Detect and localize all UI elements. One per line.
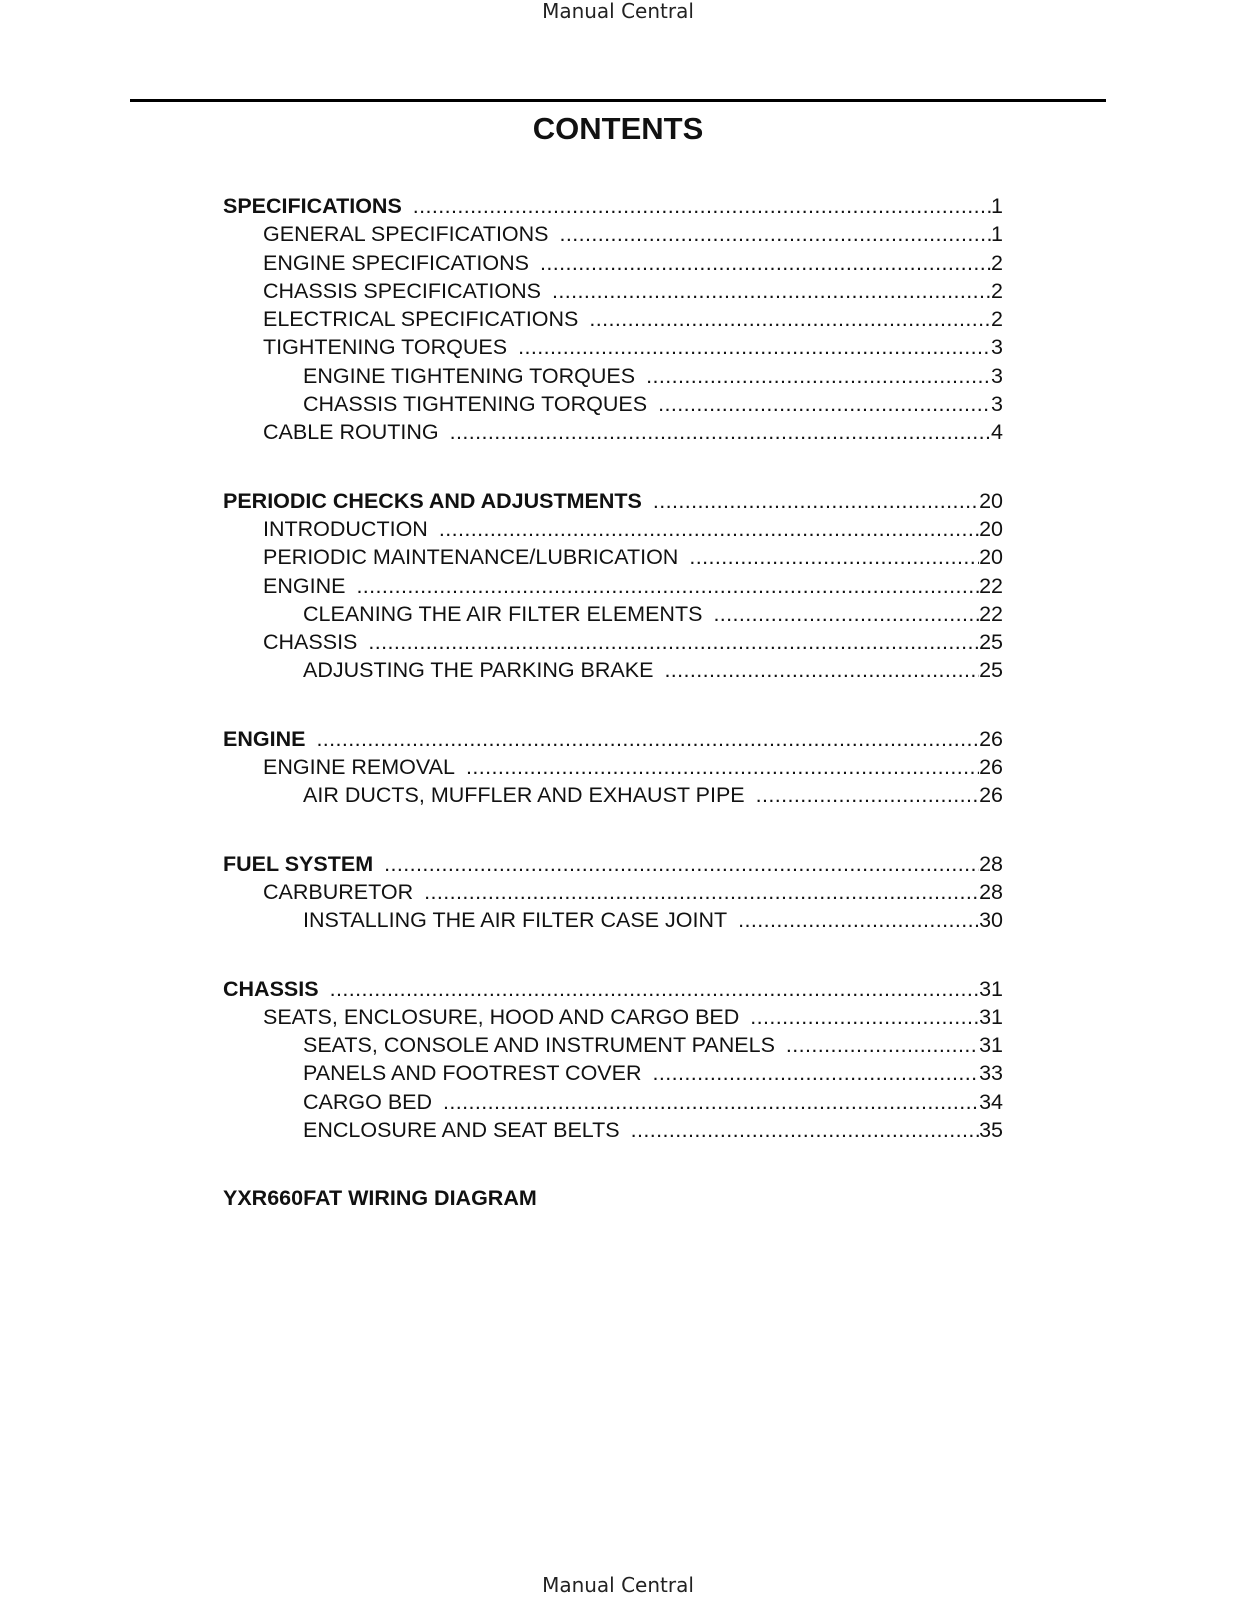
dot-leader <box>786 1031 979 1059</box>
toc-entry-page-number: 3 <box>991 335 1003 360</box>
toc-subsection-entry[interactable] <box>223 220 1003 248</box>
toc-topic-entry[interactable] <box>223 600 1003 628</box>
toc-entry-page-number: 3 <box>991 363 1003 388</box>
toc-entry-page-number: 30 <box>979 908 1003 933</box>
dot-leader <box>589 305 991 333</box>
toc-entry-page-number: 26 <box>979 755 1003 780</box>
toc-subsection-entry[interactable] <box>223 572 1003 600</box>
toc-section-heading[interactable] <box>223 192 1003 220</box>
toc-topic-entry[interactable] <box>223 390 1003 418</box>
toc-entry-page-number: 4 <box>991 420 1003 445</box>
toc-entry-label: CARGO BED <box>303 1089 433 1114</box>
toc-topic-entry[interactable] <box>223 362 1003 390</box>
toc-entry-label: ENGINE TIGHTENING TORQUES <box>303 363 636 388</box>
toc-entry-page-number: 33 <box>979 1061 1003 1086</box>
title-rule <box>130 99 1106 102</box>
toc-entry-page-number: 22 <box>979 601 1003 626</box>
toc-subsection-entry[interactable] <box>223 1003 1003 1031</box>
toc-entry-page-number: 31 <box>979 1004 1003 1029</box>
toc-entry-label: FUEL SYSTEM <box>223 851 374 876</box>
toc-entry-label: CLEANING THE AIR FILTER ELEMENTS <box>303 601 703 626</box>
toc-entry-label: CARBURETOR <box>263 879 414 904</box>
toc-entry-page-number: 31 <box>979 1033 1003 1058</box>
toc-entry-page-number: 26 <box>979 783 1003 808</box>
toc-topic-entry[interactable] <box>223 781 1003 809</box>
toc-topic-entry[interactable] <box>223 1116 1003 1144</box>
dot-leader <box>658 390 991 418</box>
toc-entry-label: GENERAL SPECIFICATIONS <box>263 222 549 247</box>
toc-entry-page-number: 1 <box>991 222 1003 247</box>
toc-entry-label: ENGINE <box>223 726 306 751</box>
toc-entry-label: AIR DUCTS, MUFFLER AND EXHAUST PIPE <box>303 783 745 808</box>
dot-leader <box>368 628 979 656</box>
dot-leader <box>653 1059 980 1087</box>
toc-entry-page-number: 2 <box>991 278 1003 303</box>
table-of-contents <box>223 192 1003 1213</box>
toc-subsection-entry[interactable] <box>223 305 1003 333</box>
toc-entry-page-number: 20 <box>979 488 1003 513</box>
toc-topic-entry[interactable] <box>223 656 1003 684</box>
running-header: Manual Central <box>542 0 694 23</box>
toc-subsection-entry[interactable] <box>223 249 1003 277</box>
toc-entry-page-number: 20 <box>979 545 1003 570</box>
toc-section-heading[interactable] <box>223 850 1003 878</box>
toc-entry-page-number: 35 <box>979 1118 1003 1143</box>
page-title: CONTENTS <box>532 111 704 146</box>
dot-leader <box>738 906 979 934</box>
toc-subsection-entry[interactable] <box>223 543 1003 571</box>
toc-section-heading[interactable] <box>223 725 1003 753</box>
toc-entry-label: SPECIFICATIONS <box>223 194 402 218</box>
wiring-diagram-entry[interactable]: YXR660FAT WIRING DIAGRAM <box>223 1186 537 1211</box>
toc-entry-label: CHASSIS SPECIFICATIONS <box>263 278 541 303</box>
toc-entry-label: INSTALLING THE AIR FILTER CASE JOINT <box>303 908 728 933</box>
toc-entry-label: CHASSIS <box>263 630 358 655</box>
toc-section-heading[interactable] <box>223 975 1003 1003</box>
toc-entry-page-number: 1 <box>991 194 1003 218</box>
toc-topic-entry[interactable] <box>223 1088 1003 1116</box>
toc-entry-page-number: 22 <box>979 573 1003 598</box>
dot-leader <box>443 1088 979 1116</box>
toc-entry-page-number: 3 <box>991 392 1003 417</box>
dot-leader <box>750 1003 979 1031</box>
dot-leader <box>653 487 979 515</box>
toc-topic-entry[interactable] <box>223 906 1003 934</box>
toc-entry-page-number: 28 <box>979 851 1003 876</box>
toc-entry-label: PANELS AND FOOTREST COVER <box>303 1061 642 1086</box>
toc-section-heading[interactable] <box>223 487 1003 515</box>
toc-entry-label: SEATS, CONSOLE AND INSTRUMENT PANELS <box>303 1033 775 1058</box>
toc-entry-page-number: 31 <box>979 976 1003 1001</box>
toc-subsection-entry[interactable] <box>223 277 1003 305</box>
toc-entry-label: CHASSIS <box>223 976 319 1001</box>
toc-entry-page-number: 34 <box>979 1089 1003 1114</box>
dot-leader <box>450 418 991 446</box>
toc-subsection-entry[interactable] <box>223 878 1003 906</box>
dot-leader <box>330 975 980 1003</box>
toc-topic-entry[interactable] <box>223 1031 1003 1059</box>
toc-entry-page-number: 28 <box>979 879 1003 904</box>
dot-leader <box>439 515 979 543</box>
toc-entry-page-number: 25 <box>979 630 1003 655</box>
dot-leader <box>466 753 979 781</box>
toc-entry-label: CABLE ROUTING <box>263 420 439 445</box>
toc-entry-label: ENGINE REMOVAL <box>263 755 455 780</box>
toc-entry-label: TIGHTENING TORQUES <box>263 335 508 360</box>
toc-entry-label: ENCLOSURE AND SEAT BELTS <box>303 1118 620 1143</box>
toc-entry-page-number: 2 <box>991 250 1003 275</box>
toc-subsection-entry[interactable] <box>223 515 1003 543</box>
dot-leader <box>664 656 979 684</box>
toc-entry-label: INTRODUCTION <box>263 516 428 541</box>
dot-leader <box>413 192 991 220</box>
dot-leader <box>384 850 979 878</box>
toc-entry-page-number: 20 <box>979 516 1003 541</box>
toc-entries <box>223 192 1003 1144</box>
dot-leader <box>756 781 979 809</box>
toc-subsection-entry[interactable] <box>223 628 1003 656</box>
dot-leader <box>552 277 991 305</box>
toc-entry-label: SEATS, ENCLOSURE, HOOD AND CARGO BED <box>263 1004 740 1029</box>
toc-subsection-entry[interactable] <box>223 753 1003 781</box>
dot-leader <box>540 249 991 277</box>
toc-entry-label: PERIODIC MAINTENANCE/LUBRICATION <box>263 545 679 570</box>
dot-leader <box>631 1116 979 1144</box>
dot-leader <box>560 220 992 248</box>
dot-leader <box>518 333 991 361</box>
toc-topic-entry[interactable] <box>223 1059 1003 1087</box>
toc-entry-page-number: 26 <box>979 726 1003 751</box>
toc-subsection-entry[interactable] <box>223 418 1003 446</box>
dot-leader <box>646 362 991 390</box>
toc-entry-label: ADJUSTING THE PARKING BRAKE <box>303 658 654 683</box>
toc-entry-label: ENGINE SPECIFICATIONS <box>263 250 529 275</box>
running-footer: Manual Central <box>542 1573 694 1597</box>
toc-entry-page-number: 25 <box>979 658 1003 683</box>
toc-entry-label: ELECTRICAL SPECIFICATIONS <box>263 307 579 332</box>
toc-entry-label: CHASSIS TIGHTENING TORQUES <box>303 392 648 417</box>
dot-leader <box>713 600 979 628</box>
dot-leader <box>424 878 979 906</box>
toc-subsection-entry[interactable] <box>223 333 1003 361</box>
dot-leader <box>356 572 979 600</box>
toc-entry-label: ENGINE <box>263 573 346 598</box>
toc-entry-label: PERIODIC CHECKS AND ADJUSTMENTS <box>223 488 642 513</box>
toc-entry-page-number: 2 <box>991 307 1003 332</box>
dot-leader <box>689 543 979 571</box>
dot-leader <box>316 725 979 753</box>
